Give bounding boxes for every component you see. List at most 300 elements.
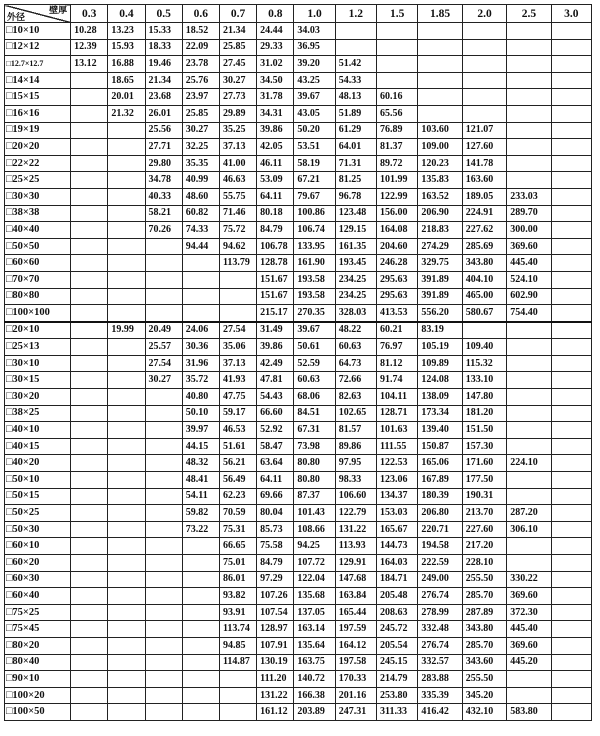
- weight-cell: [71, 571, 108, 588]
- weight-cell: 189.05: [462, 188, 506, 205]
- weight-cell: [551, 271, 591, 288]
- weight-cell: 19.46: [145, 56, 182, 73]
- weight-cell: [145, 588, 182, 605]
- weight-cell: 270.35: [294, 305, 335, 322]
- weight-cell: 29.89: [219, 105, 256, 122]
- size-cell: □100×50: [5, 704, 71, 721]
- weight-cell: 107.26: [257, 588, 294, 605]
- weight-cell: 234.25: [335, 288, 376, 305]
- size-cell: □25×13: [5, 339, 71, 356]
- weight-cell: [108, 139, 145, 156]
- weight-cell: 47.81: [257, 372, 294, 389]
- weight-cell: [507, 322, 551, 339]
- weight-cell: 134.37: [377, 488, 418, 505]
- weight-cell: 114.87: [219, 654, 256, 671]
- weight-cell: 73.98: [294, 438, 335, 455]
- weight-cell: [108, 604, 145, 621]
- weight-cell: 21.34: [145, 72, 182, 89]
- weight-cell: 556.20: [418, 305, 462, 322]
- size-cell: □20×20: [5, 139, 71, 156]
- weight-cell: [551, 637, 591, 654]
- weight-cell: 107.72: [294, 555, 335, 572]
- weight-cell: 122.79: [335, 505, 376, 522]
- weight-cell: [71, 222, 108, 239]
- weight-cell: [71, 72, 108, 89]
- thickness-header-cell: 0.6: [182, 5, 219, 23]
- table-row: [5, 405, 592, 422]
- weight-cell: 41.93: [219, 372, 256, 389]
- weight-cell: [108, 271, 145, 288]
- weight-cell: [71, 405, 108, 422]
- weight-cell: 204.60: [377, 238, 418, 255]
- weight-cell: 218.83: [418, 222, 462, 239]
- weight-cell: 151.67: [257, 288, 294, 305]
- weight-cell: 203.89: [294, 704, 335, 721]
- weight-cell: 208.63: [377, 604, 418, 621]
- weight-cell: 94.62: [219, 238, 256, 255]
- weight-cell: [551, 422, 591, 439]
- weight-cell: [145, 271, 182, 288]
- weight-cell: 83.19: [418, 322, 462, 339]
- size-cell: □30×30: [5, 188, 71, 205]
- weight-cell: [182, 288, 219, 305]
- weight-cell: 25.76: [182, 72, 219, 89]
- weight-cell: 311.33: [377, 704, 418, 721]
- weight-cell: [71, 288, 108, 305]
- table-row: [5, 571, 592, 588]
- thickness-header-cell: 2.5: [507, 5, 551, 23]
- weight-cell: 21.32: [108, 105, 145, 122]
- weight-cell: 197.58: [335, 654, 376, 671]
- weight-cell: 56.21: [219, 455, 256, 472]
- weight-cell: [108, 472, 145, 489]
- weight-cell: 276.74: [418, 637, 462, 654]
- weight-cell: 39.86: [257, 122, 294, 139]
- weight-cell: 37.13: [219, 355, 256, 372]
- weight-cell: 42.49: [257, 355, 294, 372]
- weight-cell: [462, 89, 506, 106]
- weight-cell: 31.02: [257, 56, 294, 73]
- weight-cell: 75.31: [219, 521, 256, 538]
- weight-cell: [145, 472, 182, 489]
- weight-cell: 34.78: [145, 172, 182, 189]
- weight-cell: 369.60: [507, 238, 551, 255]
- weight-cell: 70.59: [219, 505, 256, 522]
- table-row: [5, 687, 592, 704]
- weight-cell: [145, 521, 182, 538]
- weight-cell: [108, 704, 145, 721]
- weight-cell: 75.58: [257, 538, 294, 555]
- weight-cell: [551, 538, 591, 555]
- weight-cell: [418, 23, 462, 40]
- weight-cell: 80.04: [257, 505, 294, 522]
- size-cell: □60×30: [5, 571, 71, 588]
- weight-cell: 48.41: [182, 472, 219, 489]
- weight-cell: 94.25: [294, 538, 335, 555]
- weight-cell: 332.48: [418, 621, 462, 638]
- weight-cell: 180.39: [418, 488, 462, 505]
- weight-cell: [108, 222, 145, 239]
- weight-cell: [108, 505, 145, 522]
- weight-cell: [507, 687, 551, 704]
- weight-cell: 23.78: [182, 56, 219, 73]
- weight-cell: [507, 438, 551, 455]
- weight-cell: [551, 238, 591, 255]
- weight-cell: 109.89: [418, 355, 462, 372]
- table-row: [5, 637, 592, 654]
- table-row: [5, 105, 592, 122]
- weight-cell: 59.82: [182, 505, 219, 522]
- table-body: [5, 23, 592, 721]
- weight-cell: [551, 438, 591, 455]
- weight-cell: 30.27: [145, 372, 182, 389]
- size-cell: □40×20: [5, 455, 71, 472]
- table-row: [5, 305, 592, 322]
- weight-cell: 602.90: [507, 288, 551, 305]
- weight-cell: [182, 538, 219, 555]
- weight-cell: 107.91: [257, 637, 294, 654]
- weight-cell: [145, 389, 182, 406]
- table-row: [5, 621, 592, 638]
- weight-cell: [507, 405, 551, 422]
- weight-cell: 67.21: [294, 172, 335, 189]
- weight-cell: 164.08: [377, 222, 418, 239]
- weight-cell: [418, 89, 462, 106]
- weight-cell: [108, 188, 145, 205]
- weight-cell: 165.44: [335, 604, 376, 621]
- weight-cell: 131.22: [335, 521, 376, 538]
- weight-cell: 73.22: [182, 521, 219, 538]
- weight-cell: 64.73: [335, 355, 376, 372]
- weight-cell: 94.44: [182, 238, 219, 255]
- weight-cell: [551, 571, 591, 588]
- weight-cell: [108, 288, 145, 305]
- thickness-header-cell: 1.85: [418, 5, 462, 23]
- weight-cell: 25.85: [219, 39, 256, 56]
- weight-cell: 55.75: [219, 188, 256, 205]
- weight-cell: [507, 105, 551, 122]
- weight-cell: 157.30: [462, 438, 506, 455]
- weight-cell: [71, 188, 108, 205]
- weight-cell: 246.28: [377, 255, 418, 272]
- weight-cell: [108, 155, 145, 172]
- weight-cell: [108, 422, 145, 439]
- weight-cell: 34.31: [257, 105, 294, 122]
- size-cell: □50×30: [5, 521, 71, 538]
- weight-cell: [71, 139, 108, 156]
- weight-cell: [551, 339, 591, 356]
- weight-cell: 106.78: [257, 238, 294, 255]
- weight-cell: 245.15: [377, 654, 418, 671]
- weight-cell: [462, 23, 506, 40]
- weight-cell: 205.54: [377, 637, 418, 654]
- weight-cell: [145, 704, 182, 721]
- weight-cell: 144.73: [377, 538, 418, 555]
- weight-cell: [219, 704, 256, 721]
- weight-cell: [71, 604, 108, 621]
- weight-cell: 80.80: [294, 472, 335, 489]
- weight-cell: [108, 438, 145, 455]
- table-row: [5, 538, 592, 555]
- weight-cell: 289.70: [507, 205, 551, 222]
- weight-cell: 44.15: [182, 438, 219, 455]
- weight-cell: [507, 56, 551, 73]
- weight-cell: 201.16: [335, 687, 376, 704]
- weight-cell: 60.63: [335, 339, 376, 356]
- weight-cell: 25.85: [182, 105, 219, 122]
- weight-cell: 69.66: [257, 488, 294, 505]
- weight-cell: 111.55: [377, 438, 418, 455]
- weight-cell: 391.89: [418, 271, 462, 288]
- weight-cell: [145, 305, 182, 322]
- weight-cell: 194.58: [418, 538, 462, 555]
- table-row: [5, 271, 592, 288]
- size-cell: □19×19: [5, 122, 71, 139]
- size-cell: □38×38: [5, 205, 71, 222]
- weight-cell: 135.83: [418, 172, 462, 189]
- weight-cell: [551, 89, 591, 106]
- weight-cell: 36.95: [294, 39, 335, 56]
- weight-cell: [108, 305, 145, 322]
- weight-cell: 193.58: [294, 271, 335, 288]
- weight-cell: 74.33: [182, 222, 219, 239]
- weight-cell: 76.89: [377, 122, 418, 139]
- weight-cell: 54.11: [182, 488, 219, 505]
- weight-cell: 50.10: [182, 405, 219, 422]
- weight-cell: 51.89: [335, 105, 376, 122]
- table-row: [5, 355, 592, 372]
- thickness-header-cell: 1.5: [377, 5, 418, 23]
- weight-cell: [551, 172, 591, 189]
- weight-cell: 343.80: [462, 621, 506, 638]
- weight-cell: 432.10: [462, 704, 506, 721]
- weight-cell: 59.17: [219, 405, 256, 422]
- weight-cell: 35.06: [219, 339, 256, 356]
- weight-cell: [145, 422, 182, 439]
- weight-cell: 583.80: [507, 704, 551, 721]
- weight-cell: [71, 704, 108, 721]
- weight-cell: 41.00: [219, 155, 256, 172]
- weight-cell: [335, 39, 376, 56]
- weight-cell: [108, 637, 145, 654]
- weight-cell: 39.67: [294, 89, 335, 106]
- thickness-header-cell: 0.3: [71, 5, 108, 23]
- weight-cell: 214.79: [377, 671, 418, 688]
- weight-cell: 18.65: [108, 72, 145, 89]
- weight-cell: 68.06: [294, 389, 335, 406]
- weight-cell: 184.71: [377, 571, 418, 588]
- weight-cell: [182, 621, 219, 638]
- weight-cell: [551, 305, 591, 322]
- weight-cell: 46.53: [219, 422, 256, 439]
- weight-cell: [507, 355, 551, 372]
- weight-cell: 329.75: [418, 255, 462, 272]
- weight-cell: 81.12: [377, 355, 418, 372]
- weight-cell: [71, 588, 108, 605]
- thickness-header-cell: 1.0: [294, 5, 335, 23]
- weight-cell: 53.09: [257, 172, 294, 189]
- weight-cell: 165.06: [418, 455, 462, 472]
- weight-cell: 46.11: [257, 155, 294, 172]
- weight-cell: 86.01: [219, 571, 256, 588]
- size-cell: □14×14: [5, 72, 71, 89]
- weight-cell: 66.65: [219, 538, 256, 555]
- weight-cell: 91.74: [377, 372, 418, 389]
- weight-cell: 222.59: [418, 555, 462, 572]
- weight-cell: [145, 637, 182, 654]
- weight-cell: 227.60: [462, 521, 506, 538]
- weight-cell: 404.10: [462, 271, 506, 288]
- weight-cell: 62.23: [219, 488, 256, 505]
- size-cell: □60×10: [5, 538, 71, 555]
- weight-cell: 300.00: [507, 222, 551, 239]
- size-cell: □50×10: [5, 472, 71, 489]
- weight-cell: 369.60: [507, 637, 551, 654]
- weight-cell: 285.70: [462, 588, 506, 605]
- weight-cell: 15.33: [145, 23, 182, 40]
- weight-cell: [71, 122, 108, 139]
- weight-cell: [182, 704, 219, 721]
- weight-cell: [108, 339, 145, 356]
- wall-thickness-label: 壁厚: [49, 5, 68, 15]
- size-cell: □80×40: [5, 654, 71, 671]
- weight-cell: 58.47: [257, 438, 294, 455]
- weight-cell: 66.60: [257, 405, 294, 422]
- weight-cell: [108, 355, 145, 372]
- weight-cell: 140.72: [294, 671, 335, 688]
- table-row: [5, 23, 592, 40]
- weight-cell: 39.86: [257, 339, 294, 356]
- weight-cell: 60.16: [377, 89, 418, 106]
- weight-cell: 166.38: [294, 687, 335, 704]
- weight-cell: [71, 555, 108, 572]
- weight-cell: 171.60: [462, 455, 506, 472]
- weight-cell: 754.40: [507, 305, 551, 322]
- weight-cell: [108, 255, 145, 272]
- weight-cell: 54.33: [335, 72, 376, 89]
- weight-cell: 170.33: [335, 671, 376, 688]
- table-row: [5, 172, 592, 189]
- weight-cell: [335, 23, 376, 40]
- weight-cell: 34.03: [294, 23, 335, 40]
- table-row: [5, 555, 592, 572]
- weight-cell: [551, 687, 591, 704]
- weight-cell: 122.53: [377, 455, 418, 472]
- size-cell: □30×15: [5, 372, 71, 389]
- weight-cell: 48.32: [182, 455, 219, 472]
- weight-cell: 245.72: [377, 621, 418, 638]
- weight-cell: 75.01: [219, 555, 256, 572]
- weight-cell: 129.91: [335, 555, 376, 572]
- weight-cell: 193.58: [294, 288, 335, 305]
- weight-cell: [71, 472, 108, 489]
- size-cell: □22×22: [5, 155, 71, 172]
- weight-cell: 82.63: [335, 389, 376, 406]
- weight-cell: 20.01: [108, 89, 145, 106]
- weight-cell: [145, 238, 182, 255]
- thickness-header-cell: 0.4: [108, 5, 145, 23]
- table-row: [5, 422, 592, 439]
- weight-cell: [108, 372, 145, 389]
- weight-cell: 253.80: [377, 687, 418, 704]
- weight-cell: 101.63: [377, 422, 418, 439]
- weight-cell: [71, 455, 108, 472]
- weight-cell: 30.36: [182, 339, 219, 356]
- weight-cell: 81.57: [335, 422, 376, 439]
- weight-cell: 139.40: [418, 422, 462, 439]
- weight-cell: 70.26: [145, 222, 182, 239]
- weight-cell: 285.69: [462, 238, 506, 255]
- thickness-header-cell: 3.0: [551, 5, 591, 23]
- weight-cell: 64.01: [335, 139, 376, 156]
- weight-cell: [145, 571, 182, 588]
- weight-cell: [551, 255, 591, 272]
- weight-cell: 35.25: [219, 122, 256, 139]
- weight-cell: [145, 538, 182, 555]
- size-cell: □90×10: [5, 671, 71, 688]
- table-row: [5, 339, 592, 356]
- weight-cell: [507, 172, 551, 189]
- weight-cell: 103.60: [418, 122, 462, 139]
- table-row: [5, 139, 592, 156]
- weight-cell: [182, 588, 219, 605]
- weight-cell: [377, 39, 418, 56]
- weight-cell: [145, 687, 182, 704]
- weight-cell: 101.99: [377, 172, 418, 189]
- weight-cell: 53.51: [294, 139, 335, 156]
- size-cell: □40×15: [5, 438, 71, 455]
- weight-cell: [551, 604, 591, 621]
- weight-cell: 43.25: [294, 72, 335, 89]
- weight-cell: 306.10: [507, 521, 551, 538]
- weight-cell: 85.73: [257, 521, 294, 538]
- weight-cell: 247.31: [335, 704, 376, 721]
- weight-cell: 84.79: [257, 222, 294, 239]
- size-cell: □80×80: [5, 288, 71, 305]
- weight-cell: 167.89: [418, 472, 462, 489]
- weight-cell: 43.05: [294, 105, 335, 122]
- weight-cell: [551, 155, 591, 172]
- weight-cell: [71, 621, 108, 638]
- size-cell: □30×10: [5, 355, 71, 372]
- weight-cell: 34.50: [257, 72, 294, 89]
- weight-cell: 127.60: [462, 139, 506, 156]
- weight-cell: [551, 72, 591, 89]
- weight-cell: 151.67: [257, 271, 294, 288]
- weight-cell: [551, 505, 591, 522]
- size-cell: □10×10: [5, 23, 71, 40]
- weight-cell: [108, 238, 145, 255]
- weight-cell: 190.31: [462, 488, 506, 505]
- weight-cell: 100.86: [294, 205, 335, 222]
- weight-cell: 98.33: [335, 472, 376, 489]
- weight-cell: 213.70: [462, 505, 506, 522]
- weight-cell: 133.95: [294, 238, 335, 255]
- weight-cell: 141.78: [462, 155, 506, 172]
- weight-cell: 128.78: [257, 255, 294, 272]
- thickness-header-cell: 0.8: [257, 5, 294, 23]
- weight-cell: [145, 288, 182, 305]
- weight-cell: 21.34: [219, 23, 256, 40]
- weight-cell: 135.68: [294, 588, 335, 605]
- weight-cell: [71, 172, 108, 189]
- weight-cell: [462, 72, 506, 89]
- weight-cell: [507, 488, 551, 505]
- weight-cell: 580.67: [462, 305, 506, 322]
- weight-cell: [507, 155, 551, 172]
- weight-cell: 47.75: [219, 389, 256, 406]
- weight-cell: [507, 389, 551, 406]
